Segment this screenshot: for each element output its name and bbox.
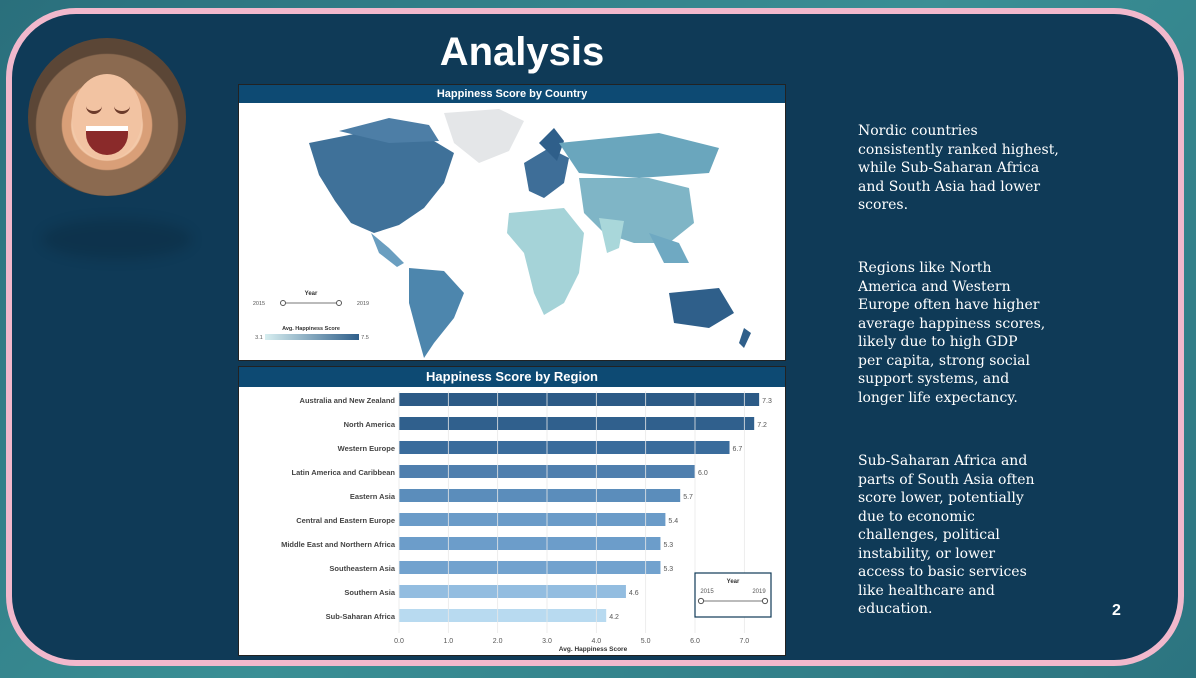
slide (6, 8, 1184, 666)
map-legend-min: 3.1 (255, 335, 263, 341)
category-label: Australia and New Zealand (299, 396, 395, 405)
map-europe (524, 148, 569, 198)
map-year-slider-start-handle[interactable] (281, 301, 286, 306)
category-label: Western Europe (337, 444, 395, 453)
map-legend-max: 7.5 (361, 335, 369, 341)
map-year-min: 2015 (252, 301, 266, 307)
category-label: North America (343, 420, 395, 429)
x-tick-label: 1.0 (443, 638, 454, 645)
bar-value-label: 7.2 (757, 422, 767, 429)
map-year-label: Year (304, 291, 318, 297)
slide-title: Analysis (439, 30, 605, 74)
region-year-max: 2019 (752, 589, 766, 595)
x-tick-label: 7.0 (739, 638, 750, 645)
world-map (239, 103, 785, 360)
note-north-america: Regions like North America and Western Europe often have higher average happiness scores, likely due to high GDP per capita, strong social support systems, and longer life expectancy. (858, 260, 1046, 406)
map-central-america (371, 233, 404, 267)
map-greenland (444, 109, 524, 163)
x-tick-label: 4.0 (591, 638, 602, 645)
category-label: Central and Eastern Europe (296, 516, 395, 525)
bar-value-label: 4.2 (609, 614, 619, 621)
category-label: Southeastern Asia (329, 564, 395, 573)
map-new-zealand (739, 328, 751, 348)
x-tick-label: 6.0 (690, 638, 700, 645)
x-tick-label: 2.0 (492, 638, 503, 645)
child-photo (28, 38, 186, 196)
bar[interactable] (399, 537, 660, 550)
bar-value-label: 6.0 (698, 470, 708, 477)
region-bar-chart (239, 387, 785, 655)
page-number: 2 (1112, 602, 1121, 619)
category-label: Sub-Saharan Africa (325, 612, 395, 621)
map-legend-gradient (265, 334, 359, 340)
bar-value-label: 5.4 (668, 518, 679, 525)
bar[interactable] (399, 609, 606, 622)
category-label: Middle East and Northern Africa (281, 540, 395, 549)
map-year-max: 2019 (356, 301, 370, 307)
map-panel (238, 84, 786, 361)
map-north-america (309, 133, 454, 233)
note-sub-saharan: Sub-Saharan Africa and parts of South Asia often score lower, potentially due to economic challenges, political instability, or lower access to basic services like healthcare and education. (858, 453, 1035, 617)
bar-value-label: 6.7 (732, 446, 743, 453)
bar[interactable] (399, 513, 665, 526)
map-year-slider-end-handle[interactable] (337, 301, 342, 306)
map-africa (507, 208, 584, 315)
bar-value-label: 4.6 (628, 590, 639, 597)
map-australia (669, 288, 734, 328)
bar-value-label: 5.7 (683, 494, 693, 501)
bar[interactable] (399, 585, 626, 598)
x-tick-label: 5.0 (640, 638, 651, 645)
bar[interactable] (399, 417, 754, 430)
bar[interactable] (399, 489, 680, 502)
bar-value-label: 5.3 (663, 542, 674, 549)
map-south-asia (599, 218, 624, 253)
bar-value-label: 5.3 (663, 566, 674, 573)
map-asia (579, 178, 694, 243)
region-xlabel: Avg. Happiness Score (558, 646, 628, 653)
category-label: Latin America and Caribbean (291, 468, 395, 477)
region-year-min: 2015 (700, 589, 714, 595)
region-year-slider-end-handle[interactable] (762, 598, 767, 603)
region-chart-title: Happiness Score by Region (239, 367, 785, 387)
map-legend-title: Avg. Happiness Score (282, 326, 340, 332)
map-south-america (409, 268, 464, 358)
bar-value-label: 7.3 (762, 398, 772, 405)
x-tick-label: 0.0 (394, 638, 404, 645)
region-panel (238, 366, 786, 656)
map-title: Happiness Score by Country (239, 85, 785, 103)
region-year-label: Year (726, 579, 740, 585)
bar[interactable] (399, 393, 759, 406)
region-year-slider-start-handle[interactable] (698, 598, 703, 603)
category-label: Eastern Asia (349, 492, 395, 501)
decorative-shadow (42, 219, 192, 259)
note-nordic: Nordic countries consistently ranked highest, while Sub-Saharan Africa and South Asia had lower scores. (858, 123, 1059, 213)
bar[interactable] (399, 561, 660, 574)
category-label: Southern Asia (344, 588, 395, 597)
map-russia (559, 133, 719, 178)
x-tick-label: 3.0 (542, 638, 552, 645)
